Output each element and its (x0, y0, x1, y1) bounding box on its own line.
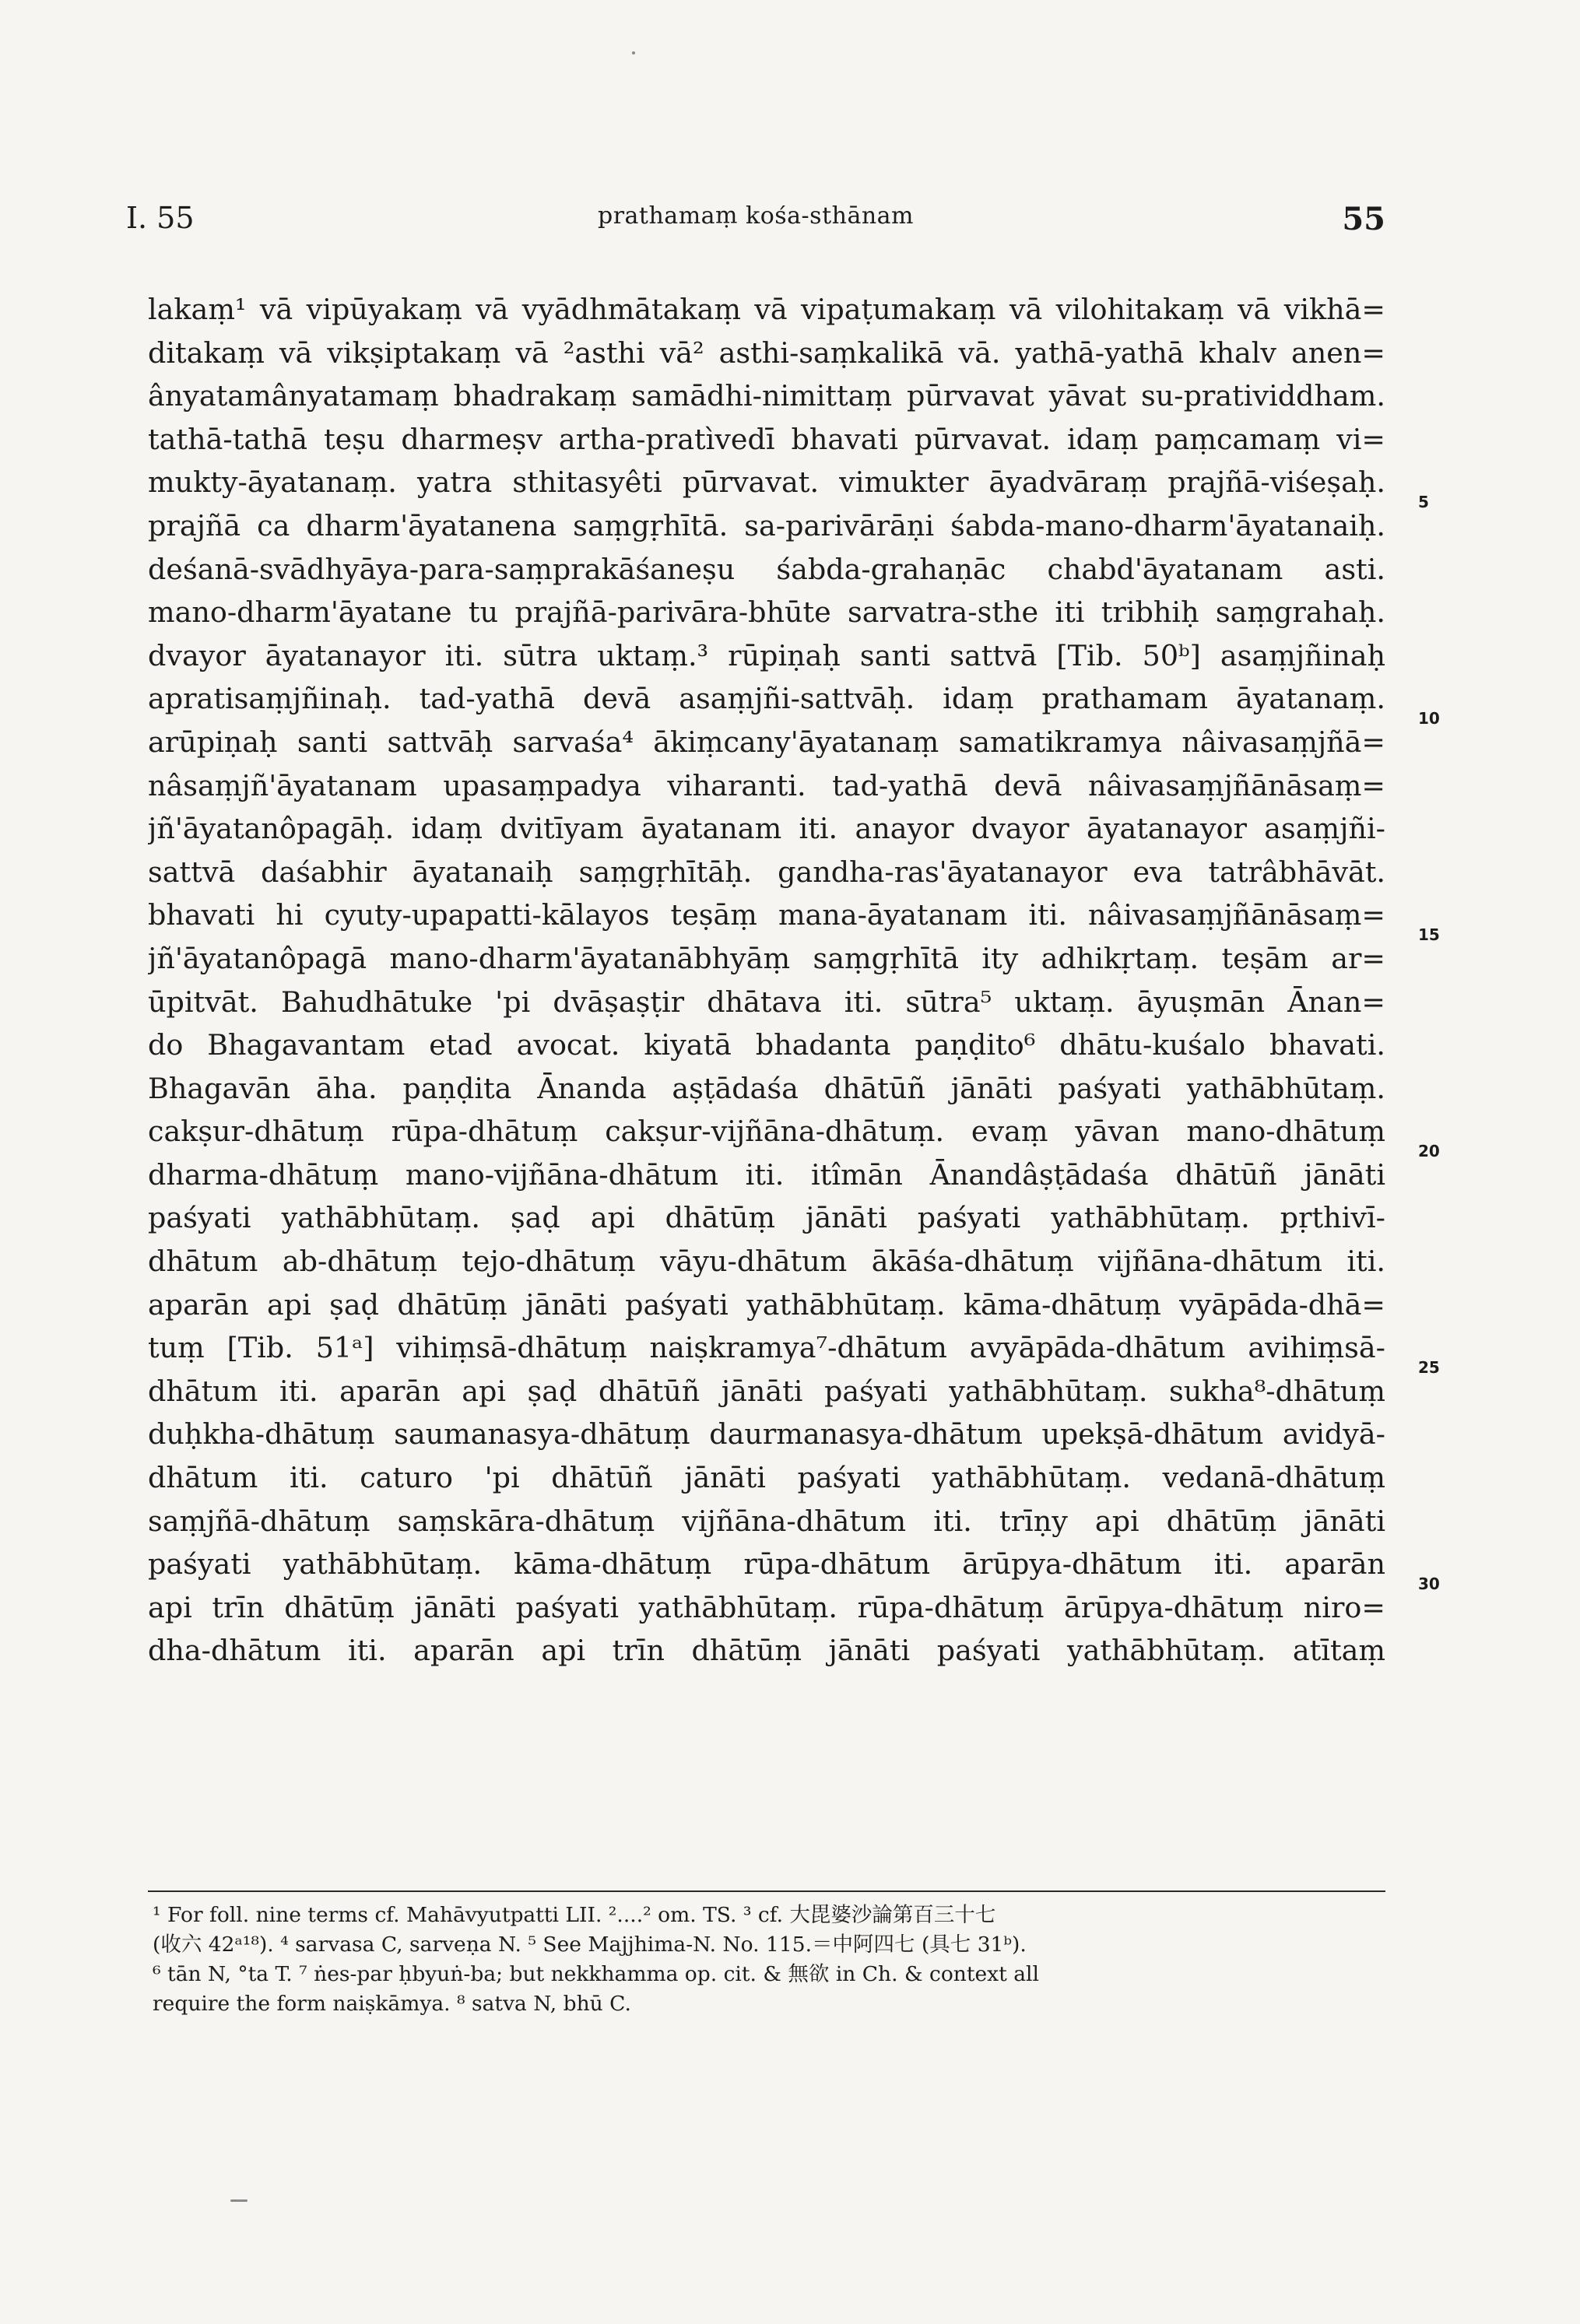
margin-line-number-10: 10 (1418, 709, 1440, 728)
footnote-rule (148, 1890, 1385, 1892)
text-line-24: aparān api ṣaḍ dhātūṃ jānāti paśyati yathābhūtaṃ. kāma-dhātuṃ vyāpāda-dhā= (148, 1287, 1385, 1322)
text-line-11: arūpiṇaḥ santi sattvāḥ sarvaśa⁴ ākiṃcany'āyatanaṃ samatikramya nâivasaṃjñā= (148, 725, 1385, 759)
margin-line-number-30: 30 (1418, 1574, 1440, 1593)
scan-speck (632, 51, 635, 54)
text-line-31: api trīn dhātūṃ jānāti paśyati yathābhūtaṃ. rūpa-dhātuṃ ārūpya-dhātuṃ niro= (148, 1590, 1385, 1624)
text-line-16: jñ'āyatanôpagā mano-dharm'āyatanābhyāṃ saṃgṛhītā ity adhikṛtaṃ. teṣām ar= (148, 941, 1385, 975)
text-line-14: sattvā daśabhir āyatanaiḥ saṃgṛhītāḥ. gandha-ras'āyatanayor eva tatrâbhāvāt. (148, 855, 1385, 889)
margin-line-number-20: 20 (1418, 1142, 1440, 1160)
text-line-30: paśyati yathābhūtaṃ. kāma-dhātuṃ rūpa-dhātum ārūpya-dhātum iti. aparān (148, 1547, 1385, 1582)
running-header (126, 201, 1385, 247)
text-line-18: do Bhagavantam etad avocat. kiyatā bhadanta paṇḍito⁶ dhātu-kuśalo bhavati. (148, 1028, 1385, 1062)
text-line-17: ūpitvāt. Bahudhātuke 'pi dvāṣaṣṭir dhātava iti. sūtra⁵ uktaṃ. āyuṣmān Ānan= (148, 985, 1385, 1019)
running-title: prathamaṃ kośa-sthānam (598, 202, 914, 230)
text-line-26: dhātum iti. aparān api ṣaḍ dhātūñ jānāti paśyati yathābhūtaṃ. sukha⁸-dhātuṃ (148, 1374, 1385, 1408)
section-reference: I. 55 (126, 201, 195, 235)
text-line-19: Bhagavān āha. paṇḍita Ānanda aṣṭādaśa dhātūñ jānāti paśyati yathābhūtaṃ. (148, 1071, 1385, 1105)
footnote-line-1: ¹ For foll. nine terms cf. Mahāvyutpatti LII. ²....² om. TS. ³ cf. 大毘婆沙論第百三十七 (153, 1903, 996, 1927)
footnote-line-4: require the form naiṣkāmya. ⁸ satva N, bhū C. (153, 1992, 631, 2016)
scan-mark (230, 2199, 248, 2202)
main-text (148, 288, 1385, 1673)
text-line-25: tuṃ [Tib. 51ᵃ] vihiṃsā-dhātuṃ naiṣkramya⁷-dhātum avyāpāda-dhātum avihiṃsā- (148, 1331, 1385, 1365)
footnote-line-2: (收六 42ᵃ¹⁸). ⁴ sarvasa C, sarveṇa N. ⁵ See Majjhima-N. No. 115.＝中阿四七 (具七 31ᵇ). (153, 1933, 1027, 1957)
text-line-5: mukty-āyatanaṃ. yatra sthitasyêti pūrvavat. vimukter āyadvāraṃ prajñā-viśeṣaḥ. (148, 465, 1385, 500)
text-line-15: bhavati hi cyuty-upapatti-kālayos teṣāṃ mana-āyatanam iti. nâivasaṃjñānāsaṃ= (148, 898, 1385, 932)
text-line-3: ânyatamânyatamaṃ bhadrakaṃ samādhi-nimittaṃ pūrvavat yāvat su-pratividdham. (148, 379, 1385, 413)
text-line-23: dhātum ab-dhātuṃ tejo-dhātuṃ vāyu-dhātum ākāśa-dhātuṃ vijñāna-dhātum iti. (148, 1244, 1385, 1279)
margin-line-number-15: 15 (1418, 925, 1440, 944)
text-line-9: dvayor āyatanayor iti. sūtra uktaṃ.³ rūpiṇaḥ santi sattvā [Tib. 50ᵇ] asaṃjñinaḥ (148, 638, 1385, 672)
text-line-32: dha-dhātum iti. aparān api trīn dhātūṃ jānāti paśyati yathābhūtaṃ. atītaṃ (148, 1634, 1385, 1668)
text-line-12: nâsaṃjñ'āyatanam upasaṃpadya viharanti. tad-yathā devā nâivasaṃjñānāsaṃ= (148, 768, 1385, 802)
text-line-21: dharma-dhātuṃ mano-vijñāna-dhātum iti. itîmān Ānandâṣṭādaśa dhātūñ jānāti (148, 1157, 1385, 1192)
text-line-13: jñ'āyatanôpagāḥ. idaṃ dvitīyam āyatanam iti. anayor dvayor āyatanayor asaṃjñi- (148, 812, 1385, 846)
footnote-line-3: ⁶ tān N, °ta T. ⁷ ṅes-par ḥbyuṅ-ba; but nekkhamma op. cit. & 無欲 in Ch. & context all (153, 1962, 1039, 1986)
text-line-22: paśyati yathābhūtaṃ. ṣaḍ api dhātūṃ jānāti paśyati yathābhūtaṃ. pṛthivī- (148, 1201, 1385, 1235)
text-line-28: dhātum iti. caturo 'pi dhātūñ jānāti paśyati yathābhūtaṃ. vedanā-dhātuṃ (148, 1461, 1385, 1495)
text-line-7: deśanā-svādhyāya-para-saṃprakāśaneṣu śabda-grahaṇāc chabd'āyatanam asti. (148, 552, 1385, 586)
text-line-10: apratisaṃjñinaḥ. tad-yathā devā asaṃjñi-sattvāḥ. idaṃ prathamam āyatanaṃ. (148, 682, 1385, 716)
margin-line-number-5: 5 (1418, 493, 1429, 511)
text-line-8: mano-dharm'āyatane tu prajñā-parivāra-bhūte sarvatra-sthe iti tribhiḥ saṃgrahaḥ. (148, 595, 1385, 630)
text-line-2: ditakaṃ vā vikṣiptakaṃ vā ²asthi vā² asthi-saṃkalikā vā. yathā-yathā khalv anen= (148, 335, 1385, 370)
text-line-20: cakṣur-dhātuṃ rūpa-dhātuṃ cakṣur-vijñāna-dhātuṃ. evaṃ yāvan mano-dhātuṃ (148, 1115, 1385, 1149)
margin-line-number-25: 25 (1418, 1358, 1440, 1377)
text-line-1: lakaṃ¹ vā vipūyakaṃ vā vyādhmātakaṃ vā vipaṭumakaṃ vā vilohitakaṃ vā vikhā= (148, 293, 1385, 326)
page-number: 55 (1342, 201, 1385, 237)
text-line-4: tathā-tathā teṣu dharmeṣv artha-pratìvedī bhavati pūrvavat. idaṃ paṃcamaṃ vi= (148, 422, 1385, 456)
text-line-6: prajñā ca dharm'āyatanena saṃgṛhītā. sa-parivārāṇi śabda-mano-dharm'āyatanaiḥ. (148, 508, 1385, 542)
footnotes (153, 1901, 1385, 2019)
text-line-29: saṃjñā-dhātuṃ saṃskāra-dhātuṃ vijñāna-dhātum iti. trīṇy api dhātūṃ jānāti (148, 1504, 1385, 1538)
text-line-27: duḥkha-dhātuṃ saumanasya-dhātuṃ daurmanasya-dhātum upekṣā-dhātum avidyā- (148, 1417, 1385, 1452)
